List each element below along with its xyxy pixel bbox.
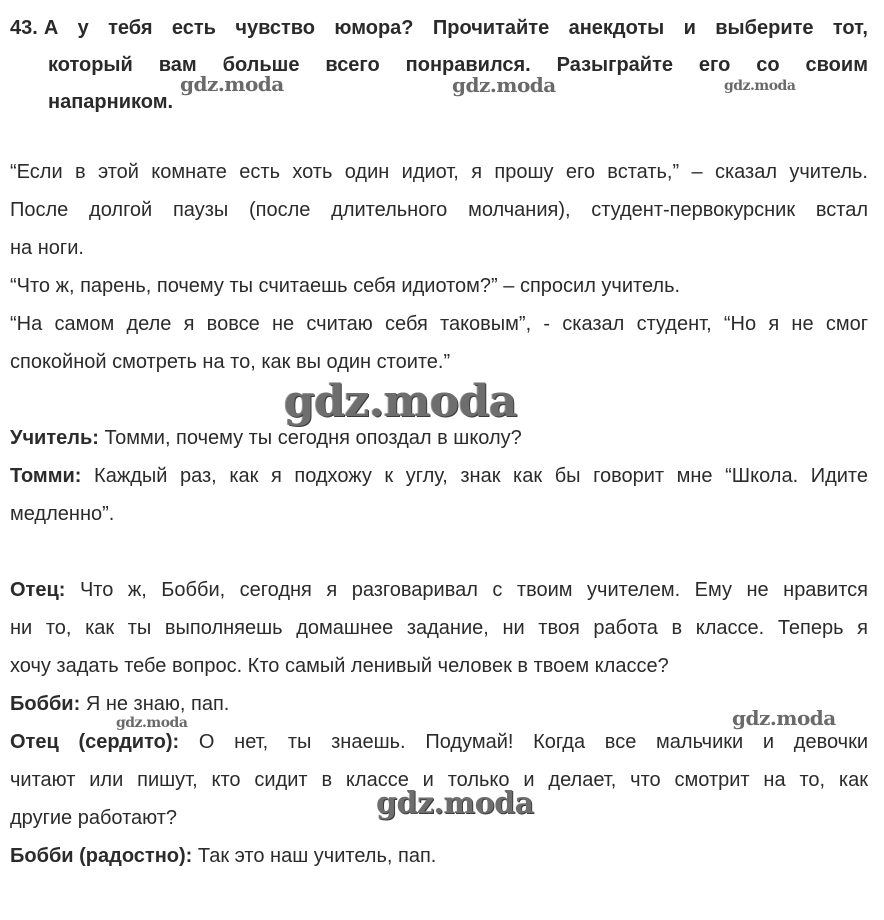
- watermark-medium: gdz.moda: [376, 786, 534, 821]
- joke-1: [10, 153, 868, 381]
- joke-2-tommy-line-cont: медленно”.: [10, 503, 115, 525]
- joke-3-father-angry-line-cont: другие работают?: [10, 807, 178, 829]
- task-line-3: напарником.: [48, 91, 174, 113]
- joke-3-father-angry-line-cont: читают или пишут, кто сидит в классе и только и делает, что смотрит на то, как: [10, 769, 868, 791]
- joke-3-father-line-cont: хочу задать тебе вопрос. Кто самый ленивый человек в твоем классе?: [10, 655, 669, 677]
- watermark: gdz.moda: [732, 706, 836, 730]
- task-number: 43.: [10, 17, 38, 39]
- joke-3-father-line-cont: ни то, как ты выполняешь домашнее задание, ни твоя работа в классе. Теперь я: [10, 617, 868, 639]
- speaker-label: Учитель:: [10, 427, 99, 449]
- speaker-label: Отец:: [10, 579, 66, 601]
- joke-3-bobby-line: Бобби: Я не знаю, пап.: [10, 693, 230, 715]
- speaker-label: Томми:: [10, 465, 82, 487]
- task-line-2: который вам больше всего понравился. Разыграйте его со своим: [48, 54, 868, 76]
- joke-1-line: спокойной смотреть на то, как вы один стоите.”: [10, 351, 451, 373]
- watermark: gdz.moda: [724, 78, 796, 94]
- speaker-label: Бобби:: [10, 693, 81, 715]
- watermark: gdz.moda: [116, 715, 188, 731]
- joke-1-line: “Что ж, парень, почему ты считаешь себя идиотом?” – спросил учитель.: [10, 275, 681, 297]
- joke-1-line: на ноги.: [10, 237, 84, 259]
- joke-3-father-angry-line: Отец (сердито): О нет, ты знаешь. Подумай! Когда все мальчики и девочки: [10, 731, 868, 753]
- joke-2-tommy-line: Томми: Каждый раз, как я подхожу к углу, знак как бы говорит мне “Школа. Идите: [10, 465, 868, 487]
- joke-2-teacher-line: Учитель: Томми, почему ты сегодня опоздал в школу?: [10, 427, 522, 449]
- speaker-label: Отец (сердито):: [10, 731, 180, 753]
- joke-3-bobby-line-2: Бобби (радостно): Так это наш учитель, пап.: [10, 845, 437, 867]
- joke-1-line: “Если в этой комнате есть хоть один идиот, я прошу его встать,” – сказал учитель.: [10, 161, 868, 183]
- watermark-large: gdz.moda: [284, 376, 518, 427]
- joke-3-father-line: Отец: Что ж, Бобби, сегодня я разговаривал с твоим учителем. Ему не нравится: [10, 579, 868, 601]
- watermark: gdz.moda: [452, 73, 556, 97]
- joke-1-line: После долгой паузы (после длительного молчания), студент-первокурсник встал: [10, 199, 868, 221]
- joke-1-line: “На самом деле я вовсе не считаю себя таковым”, - сказал студент, “Но я не смог: [10, 313, 868, 335]
- joke-2: [10, 419, 868, 533]
- task-heading: [10, 10, 868, 121]
- speaker-label: Бобби (радостно):: [10, 845, 193, 867]
- watermark: gdz.moda: [180, 72, 284, 96]
- task-line-1: 43. А у тебя есть чувство юмора? Прочитайте анекдоты и выберите тот,: [10, 17, 868, 39]
